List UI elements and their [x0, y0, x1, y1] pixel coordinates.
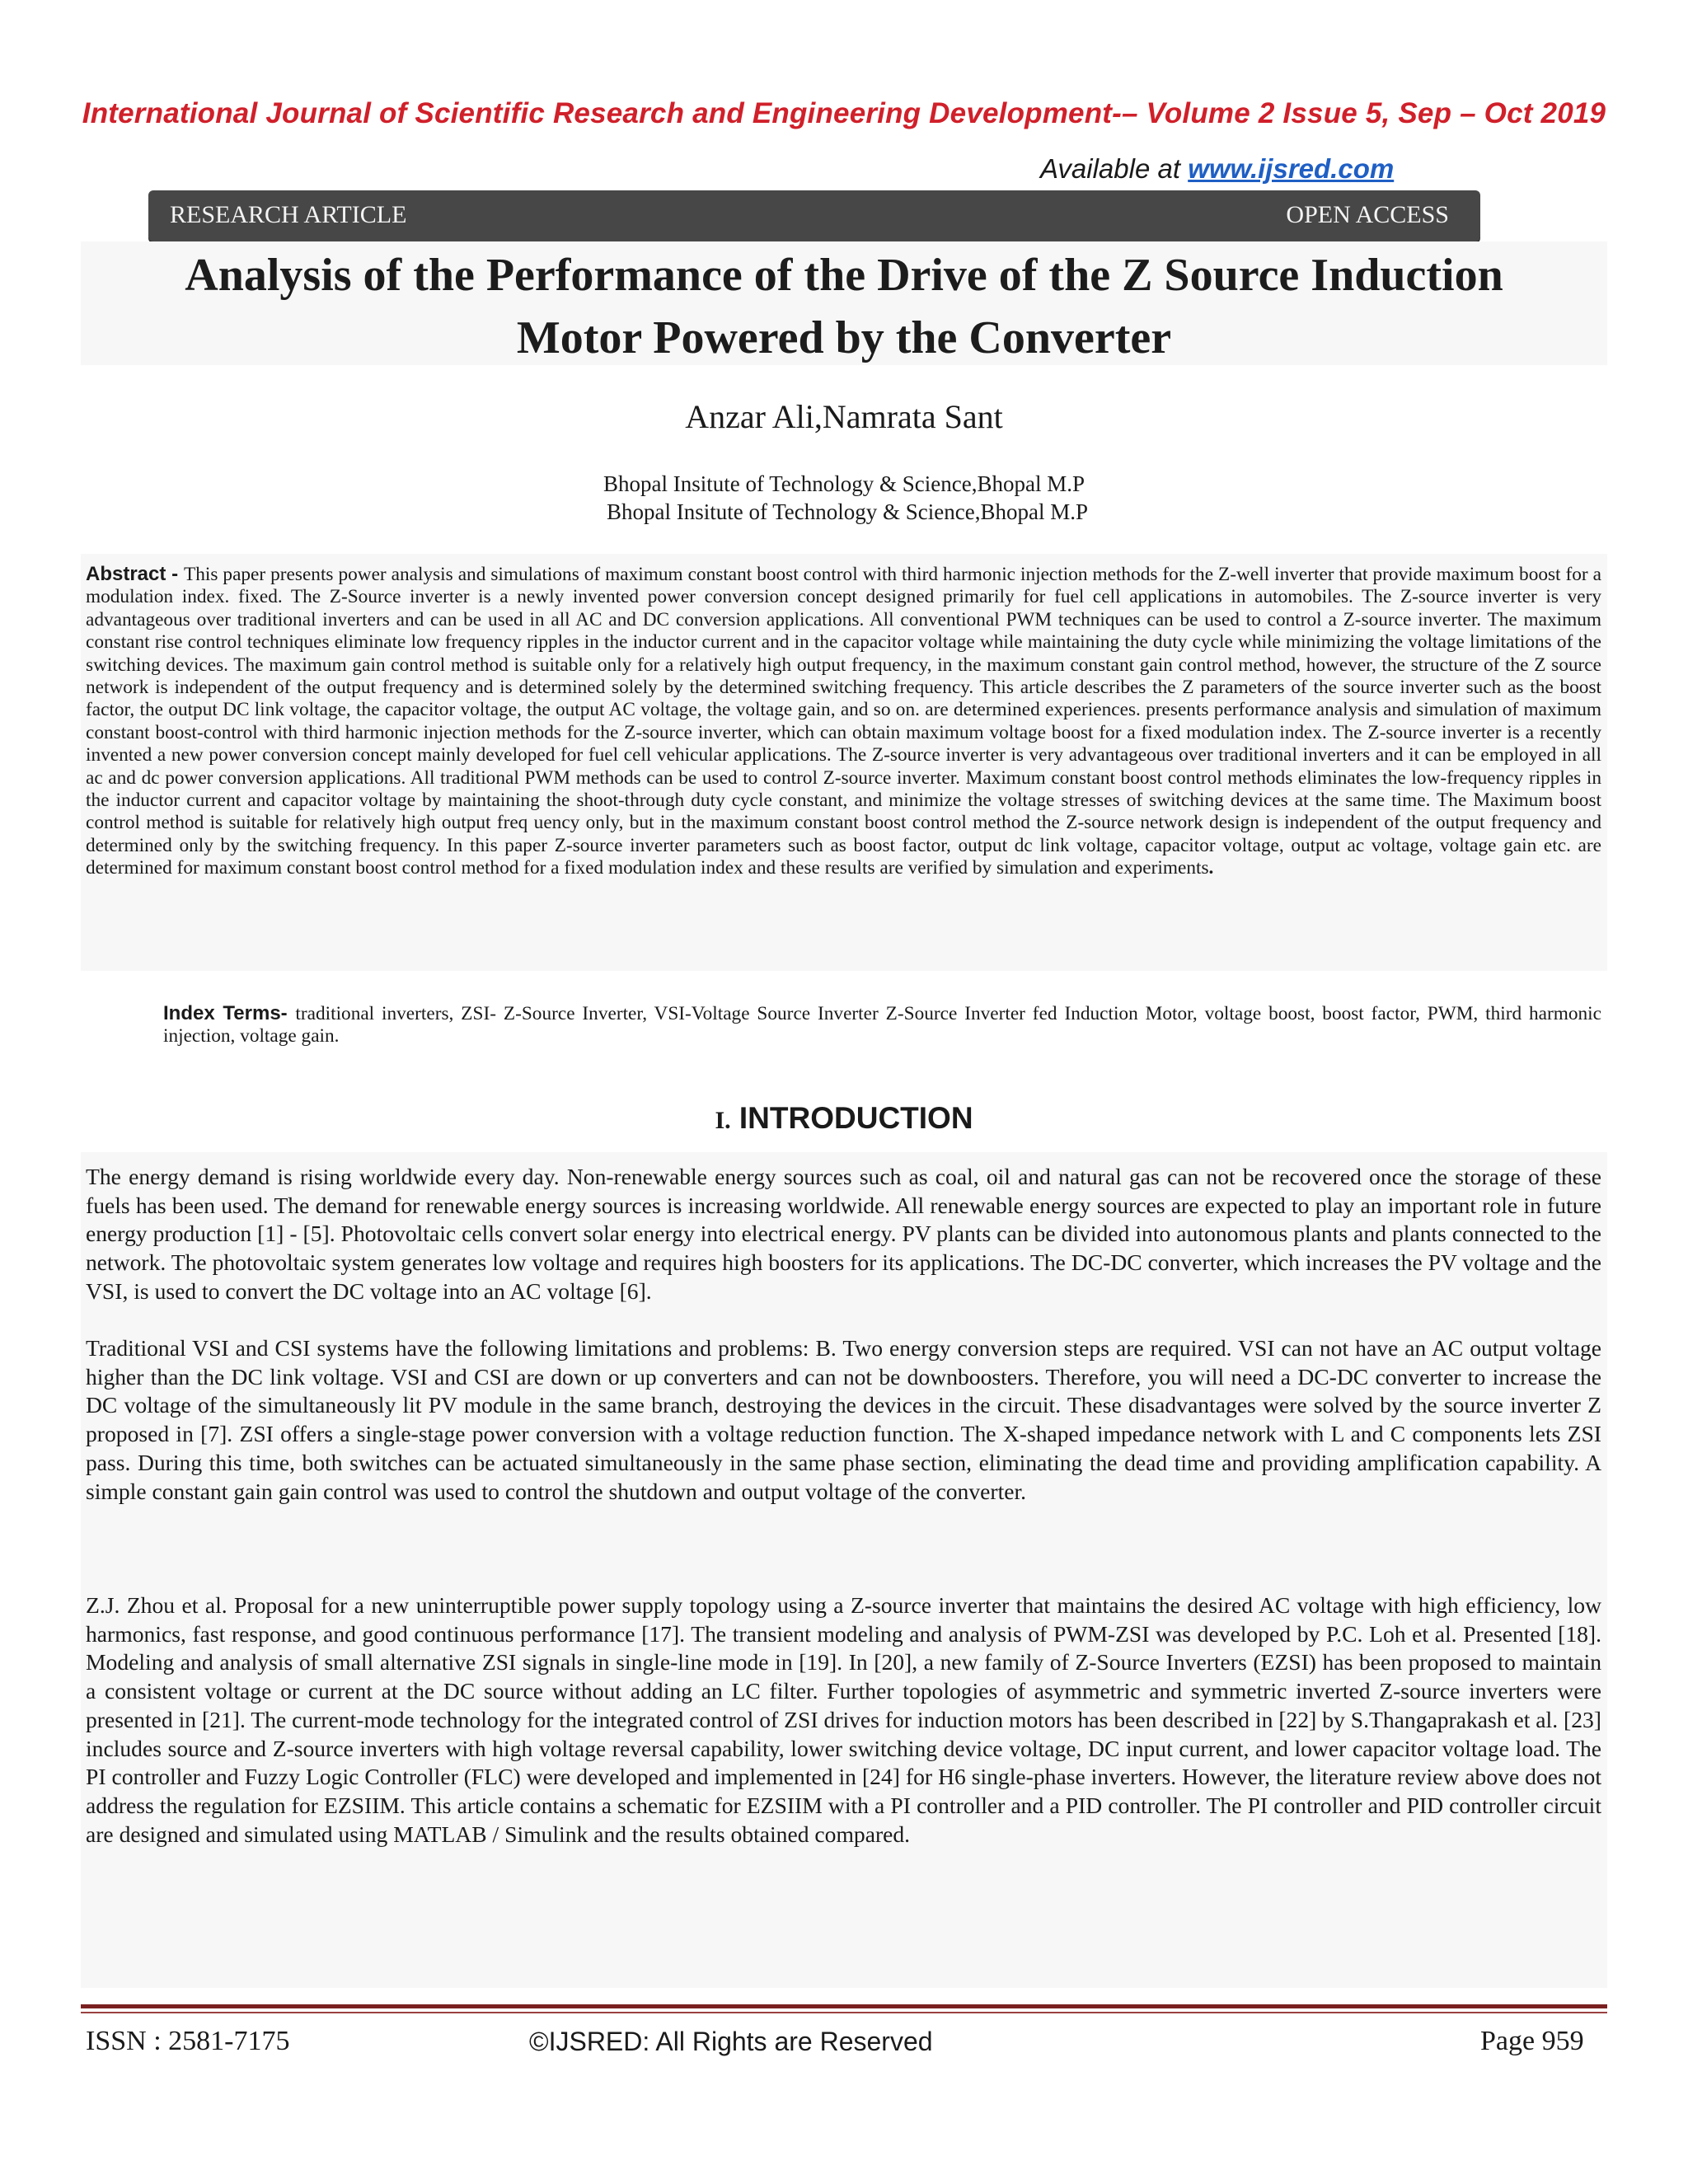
abstract-text: This paper presents power analysis and simulations of maximum constant boost control with third harmonic injection methods for the Z-well inverter that provide maximum boost for a modulation index. fixed. The Z-Source inverter is a newly invented power conversion concept designed primarily for fuel cell applications in automobiles. The Z-source inverter is very advantageous over traditional inverters and can be used in all AC and DC conversion applications. All conventional PWM techniques can be used to control a Z-source inverter. The maximum constant rise control techniques eliminate low frequency ripples in the inductor current and in the capacitor voltage while maintaining the duty cycle while minimizing the voltage limitations of the switching devices. The maximum gain control method is suitable only for a relatively high output frequency, in the maximum constant gain control method, however, the structure of the Z source network is independent of the output frequency and is determined solely by the determined switching frequency. This article describes the Z parameters of the source inverter such as the boost factor, the output DC link voltage, the capacitor voltage, the output AC voltage, the voltage gain, and so on. are determined experiences. presents performance analysis and simulation of maximum constant boost-control with third harmonic injection methods for the Z-source inverter, which can obtain maximum voltage boost for a fixed modulation index. The Z-source inverter is a recently invented a new power conversion concept mainly developed for fuel cell vehicular applications. The Z-source inverter is very advantageous over traditional inverters and it can be employed in all ac and dc power conversion applications. All traditional PWM methods can be used to control Z-source inverter. Maximum constant boost control methods eliminates the low-frequency ripples in the inductor current and capacitor voltage by maintaining the shoot-through duty cycle constant, and minimize the voltage stresses of switching devices at the same time. The Maximum boost control method is suitable for relatively high output freq uency only, but in the maximum constant boost control method the Z-source network design is independent of the output frequency and determined only by the switching frequency. In this paper Z-source inverter parameters such as boost factor, output dc link voltage, capacitor voltage, output ac voltage, voltage gain etc. are determined for maximum constant boost control method for a fixed modulation index and these results are verified by simulation and experiments	[86, 564, 1602, 879]
open-access-label: OPEN ACCESS	[1286, 201, 1449, 228]
article-type-bar	[148, 190, 1480, 241]
index-terms	[163, 1002, 1601, 1048]
authors: Anzar Ali,Namrata Sant	[685, 398, 1003, 435]
paper-title	[124, 244, 1564, 369]
abstract-label: Abstract -	[86, 563, 185, 585]
footer-issn: ISSN : 2581-7175	[86, 2026, 290, 2056]
index-terms-label: Index Terms-	[163, 1002, 296, 1024]
intro-paragraph-1: The energy demand is rising worldwide every day. Non-renewable energy sources such as coal, oil and natural gas can not be recovered once the storage of these fuels has been used. The demand for renewable energy sources is increasing worldwide. All renewable energy sources are expected to play an important role in future energy production [1] - [5]. Photovoltaic cells convert solar energy into electrical energy. PV plants can be divided into autonomous plants and plants connected to the network. The photovoltaic system generates low voltage and requires high boosters for its applications. The DC-DC converter, which increases the PV voltage and the VSI, is used to convert the DC voltage into an AC voltage [6].	[86, 1164, 1601, 1304]
title-line-2: Motor Powered by the Converter	[516, 312, 1172, 363]
footer-rule	[81, 2004, 1607, 2008]
abstract	[86, 563, 1601, 880]
footer-copyright: ©IJSRED: All Rights are Reserved	[529, 2027, 933, 2056]
journal-header: International Journal of Scientific Research and Engineering Development-– Volume 2 Issue 5, Sep – Oct 2019	[82, 97, 1606, 129]
abstract-end: .	[1208, 857, 1214, 879]
footer-page-number: Page 959	[1480, 2026, 1584, 2056]
journal-website-link[interactable]: www.ijsred.com	[1188, 153, 1395, 184]
availability-line	[1040, 153, 1394, 185]
title-line-1: Analysis of the Performance of the Drive of the Z Source Induction	[185, 250, 1503, 301]
article-type-label: RESEARCH ARTICLE	[170, 201, 407, 228]
intro-paragraph-3: Z.J. Zhou et al. Proposal for a new uninterruptible power supply topology using a Z-source inverter that maintains the desired AC voltage with high efficiency, low harmonics, fast response, and good continuous performance [17]. The transient modeling and analysis of PWM-ZSI was developed by P.C. Loh et al. Presented [18]. Modeling and analysis of small alternative ZSI signals in single-line mode in [19]. In [20], a new family of Z-Source Inverters (EZSI) has been proposed to maintain a consistent voltage or current at the DC source without adding an LC filter. Further topologies of asymmetric and symmetric inverted Z-source inverters were presented in [21]. The current-mode technology for the integrated control of ZSI drives for induction motors has been described in [22] by S.Thangaprakash et al. [23] includes source and Z-source inverters with high voltage reversal capability, lower switching device voltage, DC input current, and lower capacitor voltage load. The PI controller and Fuzzy Logic Controller (FLC) were developed and implemented in [24] for H6 single-phase inverters. However, the literature review above does not address the regulation for EZSIIM. This article contains a schematic for EZSIIM with a PI controller and a PID controller. The PI controller and PID controller circuit are designed and simulated using MATLAB / Simulink and the results obtained compared.	[86, 1592, 1601, 1847]
affiliation-1: Bhopal Insitute of Technology & Science,Bhopal M.P	[603, 471, 1085, 496]
affiliation-2: Bhopal Insitute of Technology & Science,Bhopal M.P	[606, 499, 1089, 524]
index-terms-text: traditional inverters, ZSI- Z-Source Inverter, VSI-Voltage Source Inverter Z-Source Inverter fed Induction Motor, voltage boost, boost factor, PWM, third harmonic injection, voltage gain.	[163, 1003, 1601, 1047]
footer-rule-thin	[81, 2012, 1607, 2013]
section-number: I.	[715, 1107, 731, 1134]
available-prefix: Available at	[1040, 153, 1189, 184]
section-heading	[0, 1101, 1688, 1136]
section-title: INTRODUCTION	[730, 1101, 973, 1135]
intro-paragraph-2: Traditional VSI and CSI systems have the following limitations and problems: B. Two energy conversion steps are required. VSI can not have an AC output voltage higher than the DC link voltage. VSI and CSI are down or up converters and can not be downboosters. Therefore, you will need a DC-DC converter to increase the DC voltage of the simultaneously lit PV module in the same branch, destroying the devices in the circuit. These disadvantages were solved by the source inverter Z proposed in [7]. ZSI offers a single-stage power conversion with a voltage reduction function. The X-shaped impedance network with L and C components lets ZSI pass. During this time, both switches can be actuated simultaneously in the same phase section, eliminating the dead time and providing amplification capability. A simple constant gain gain control was used to control the shutdown and output voltage of the converter.	[86, 1335, 1601, 1504]
